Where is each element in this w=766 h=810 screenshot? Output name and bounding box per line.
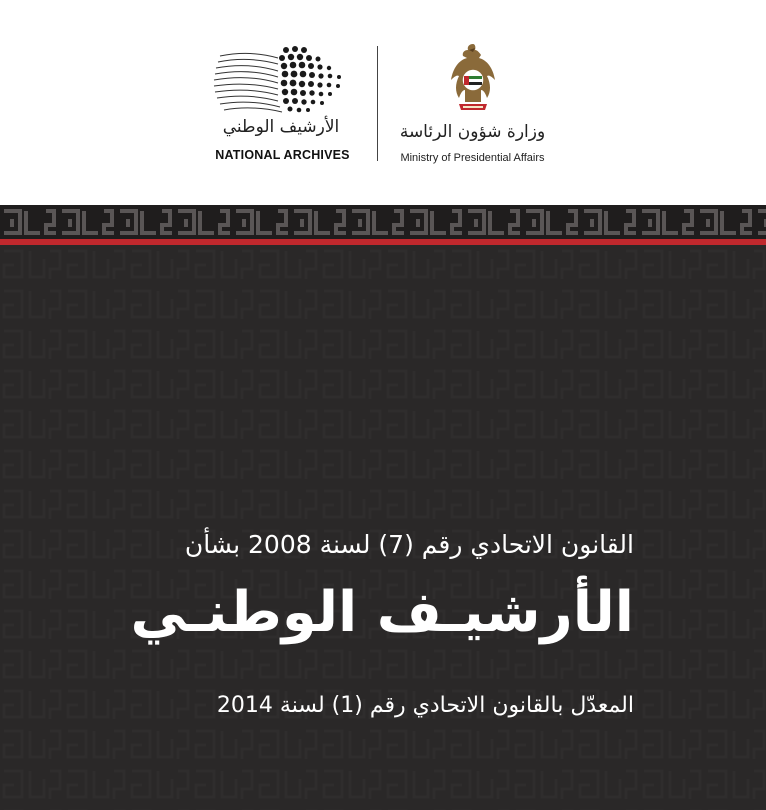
kufic-pattern-band bbox=[0, 205, 766, 239]
law-reference-line: القانون الاتحادي رقم (7) لسنة 2008 بشأن bbox=[184, 530, 634, 559]
kufic-band-pattern-icon bbox=[0, 205, 766, 239]
main-title: الأرشيـف الوطنـي bbox=[130, 580, 634, 645]
national-archives-arabic-name: الأرشيف الوطني bbox=[222, 117, 340, 137]
ministry-logo bbox=[390, 40, 565, 165]
national-archives-logo bbox=[200, 44, 365, 164]
header bbox=[0, 0, 766, 205]
amendment-line: المعدّل بالقانون الاتحادي رقم (1) لسنة 2014 bbox=[216, 693, 634, 718]
background-kufic-pattern-icon bbox=[0, 245, 766, 810]
cover-panel bbox=[0, 205, 766, 810]
logo-divider bbox=[377, 46, 378, 161]
ministry-english-name: Ministry of Presidential Affairs bbox=[400, 152, 545, 164]
national-archives-english-name: NATIONAL ARCHIVES bbox=[215, 148, 350, 162]
ministry-arabic-name: وزارة شؤون الرئاسة bbox=[399, 122, 546, 142]
national-archives-logo-icon bbox=[200, 44, 365, 116]
uae-eagle-emblem-icon bbox=[445, 40, 501, 114]
